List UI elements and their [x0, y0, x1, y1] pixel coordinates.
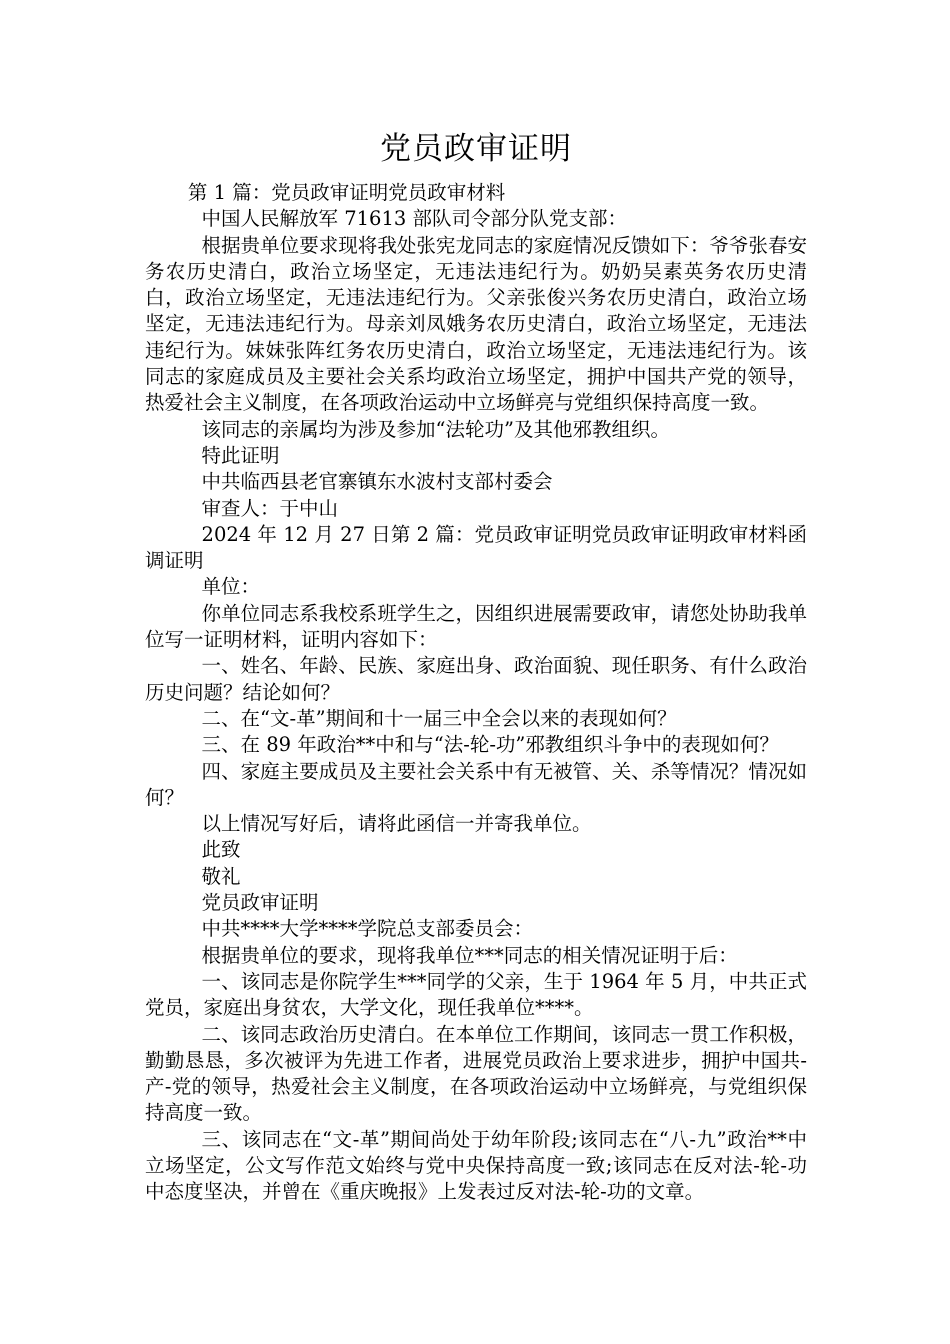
paragraph: 二、该同志政治历史清白。在本单位工作期间，该同志一贯工作积极，勤勤恳恳，多次被评为先进工作者，进展党员政治上要求进步，拥护中国共-产-党的领导，热爱社会主义制度，在各项政治运动中立场鲜亮，与党组织保持高度一致。	[145, 1022, 807, 1125]
paragraph: 2024 年 12 月 27 日第 2 篇：党员政审证明党员政审证明政审材料函调证明	[145, 522, 807, 573]
paragraph: 审查人：于中山	[201, 496, 339, 520]
paragraph: 根据贵单位要求现将我处张宪龙同志的家庭情况反馈如下：爷爷张春安务农历史清白，政治立场坚定，无违法违纪行为。奶奶吴素英务农历史清白，政治立场坚定，无违法违纪行为。父亲张俊兴务农历史清白，政治立场坚定，无违法违纪行为。母亲刘凤娥务农历史清白，政治立场坚定，无违法违纪行为。妹妹张阵红务农历史清白，政治立场坚定，无违法违纪行为。该同志的家庭成员及主要社会关系均政治立场坚定，拥护中国共产党的领导，热爱社会主义制度，在各项政治运动中立场鲜亮与党组织保持高度一致。	[145, 233, 807, 415]
paragraph: 根据贵单位的要求，现将我单位***同志的相关情况证明于后：	[201, 943, 738, 967]
paragraph: 你单位同志系我校系班学生之，因组织进展需要政审，请您处协助我单位写一证明材料，证明内容如下：	[145, 601, 807, 652]
paragraph: 中共****大学****学院总支部委员会：	[201, 917, 534, 941]
paragraph: 特此证明	[201, 443, 280, 467]
document-page	[145, 122, 807, 1206]
paragraph: 二、在“文-革”期间和十一届三中全会以来的表现如何？	[201, 706, 677, 730]
paragraph: 第 1 篇：党员政审证明党员政审材料	[187, 181, 506, 204]
paragraph: 党员政审证明	[201, 891, 319, 915]
document-title: 党员政审证明	[380, 131, 572, 167]
paragraph: 单位：	[201, 575, 261, 599]
paragraph: 三、在 89 年政治**中和与“法-轮-功”邪教组织斗争中的表现如何？	[201, 733, 779, 757]
paragraph: 一、姓名、年龄、民族、家庭出身、政治面貌、现任职务、有什么政治历史问题？结论如何？	[145, 654, 807, 704]
paragraph: 以上情况写好后，请将此函信一并寄我单位。	[201, 812, 592, 836]
paragraph: 此致	[201, 838, 241, 862]
paragraph: 中国人民解放军 71613 部队司令部分队党支部：	[201, 207, 627, 231]
paragraph: 中共临西县老官寨镇东水波村支部村委会	[201, 470, 553, 494]
paragraph: 三、该同志在“文-革”期间尚处于幼年阶段;该同志在“八-九”政治**中立场坚定，公文写作范文始终与党中央保持高度一致;该同志在反对法-轮-功中态度坚决，并曾在《重庆晚报》上发表过反对法-轮-功的文章。	[145, 1127, 807, 1204]
paragraph: 该同志的亲属均为涉及参加“法轮功”及其他邪教组织。	[201, 417, 670, 441]
paragraph: 敬礼	[201, 864, 241, 888]
paragraph: 四、家庭主要成员及主要社会关系中有无被管、关、杀等情况？情况如何？	[145, 759, 807, 809]
paragraph: 一、该同志是你院学生***同学的父亲，生于 1964 年 5 月，中共正式党员，家庭出身贫农，大学文化，现任我单位****。	[145, 969, 807, 1020]
